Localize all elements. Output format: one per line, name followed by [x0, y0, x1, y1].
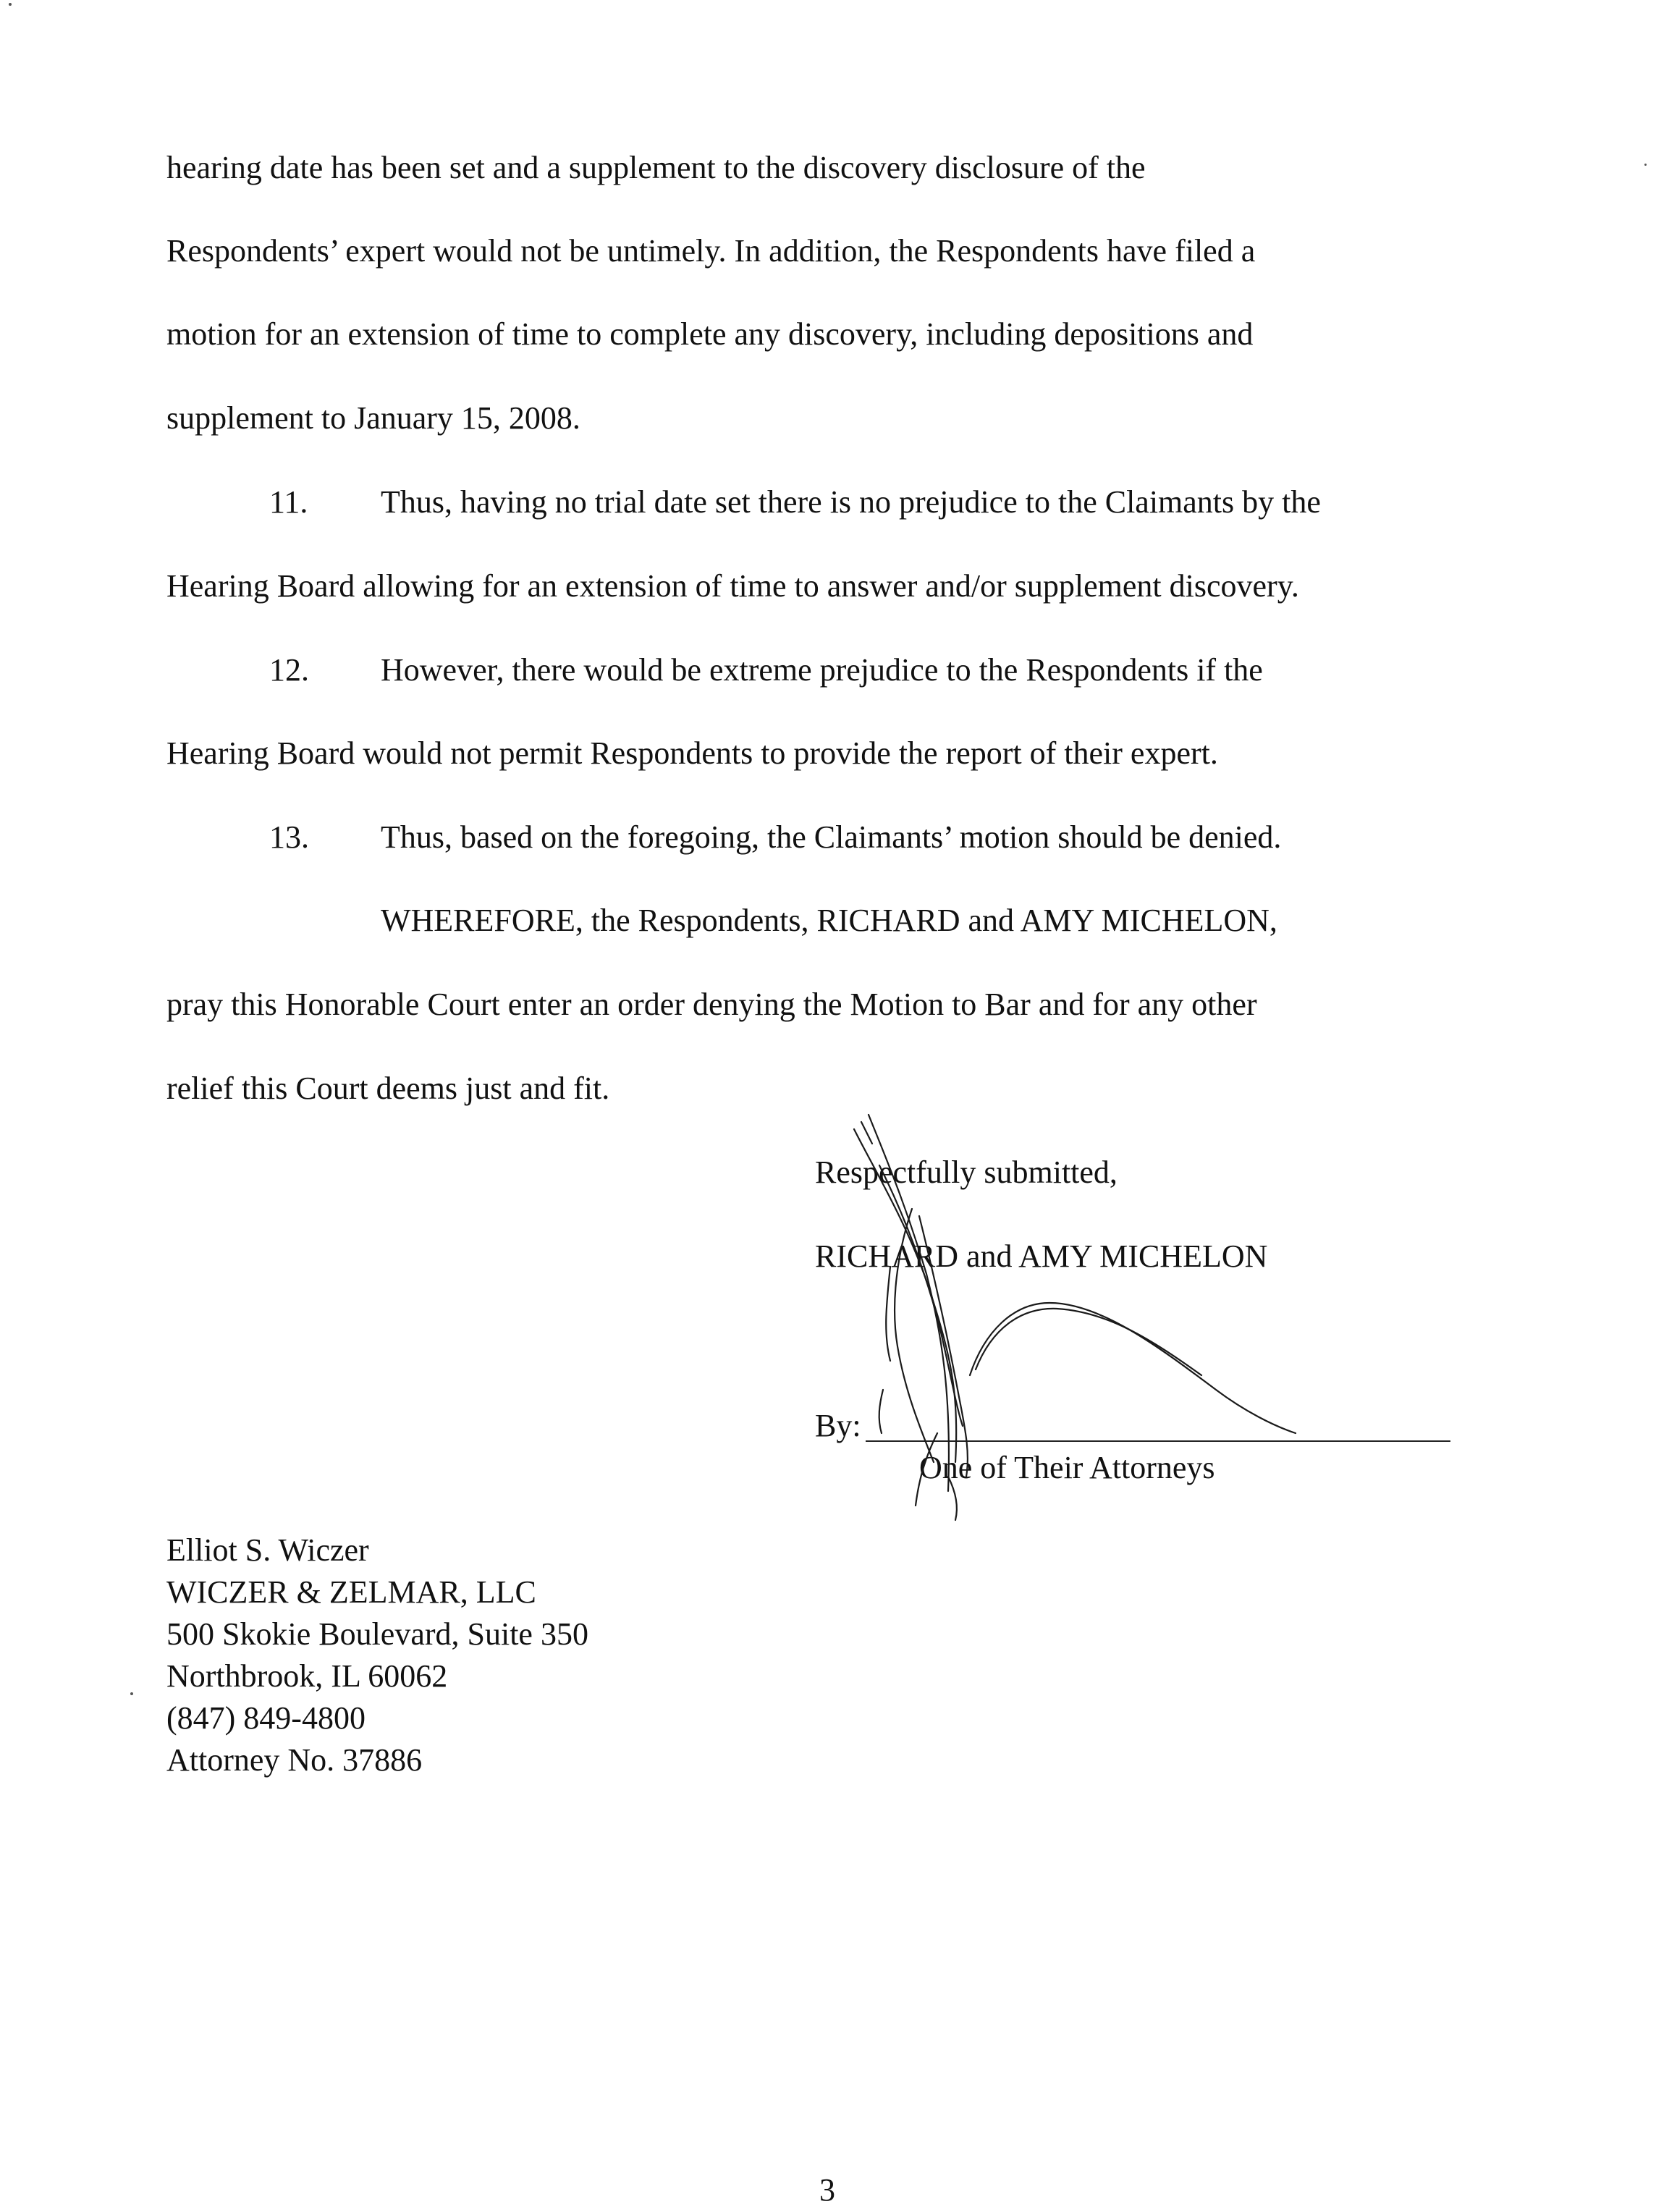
scan-speck	[9, 3, 12, 6]
attorney-number: Attorney No. 37886	[166, 1742, 423, 1778]
body-line: Hearing Board would not permit Respondents to provide the report of their expert.	[166, 735, 1218, 771]
body-line: However, there would be extreme prejudice to the Respondents if the	[381, 652, 1263, 688]
wherefore-line: pray this Honorable Court enter an order denying the Motion to Bar and for any other	[166, 987, 1257, 1022]
firm-name: WICZER & ZELMAR, LLC	[166, 1574, 536, 1610]
phone-number: (847) 849-4800	[166, 1700, 366, 1736]
wherefore-line: WHEREFORE, the Respondents, RICHARD and AMY MICHELON,	[381, 903, 1277, 938]
body-line: Respondents’ expert would not be untimely. In addition, the Respondents have filed a	[166, 233, 1256, 269]
paragraph-number: 11.	[269, 484, 308, 520]
signature-line	[866, 1440, 1450, 1442]
page-number: 3	[819, 2172, 835, 2208]
parties: RICHARD and AMY MICHELON	[815, 1238, 1268, 1274]
paragraph-number: 12.	[269, 652, 309, 688]
scan-speck	[1644, 164, 1647, 166]
body-line: supplement to January 15, 2008.	[166, 400, 580, 436]
scan-speck	[130, 1692, 133, 1695]
street-address: 500 Skokie Boulevard, Suite 350	[166, 1616, 588, 1652]
by-label: By:	[815, 1408, 861, 1443]
attorney-name: Elliot S. Wiczer	[166, 1532, 369, 1568]
body-line: motion for an extension of time to complete any discovery, including depositions and	[166, 316, 1254, 352]
signer-role: One of Their Attorneys	[919, 1450, 1215, 1485]
body-line: Thus, based on the foregoing, the Claimants’ motion should be denied.	[381, 819, 1282, 855]
body-line: Thus, having no trial date set there is no prejudice to the Claimants by the	[381, 484, 1321, 520]
paragraph-number: 13.	[269, 819, 309, 855]
wherefore-line: relief this Court deems just and fit.	[166, 1071, 610, 1106]
body-line: Hearing Board allowing for an extension of time to answer and/or supplement discovery.	[166, 568, 1299, 604]
body-line: hearing date has been set and a supplement to the discovery disclosure of the	[166, 150, 1146, 185]
closing: Respectfully submitted,	[815, 1154, 1118, 1190]
city-state-zip: Northbrook, IL 60062	[166, 1658, 448, 1694]
